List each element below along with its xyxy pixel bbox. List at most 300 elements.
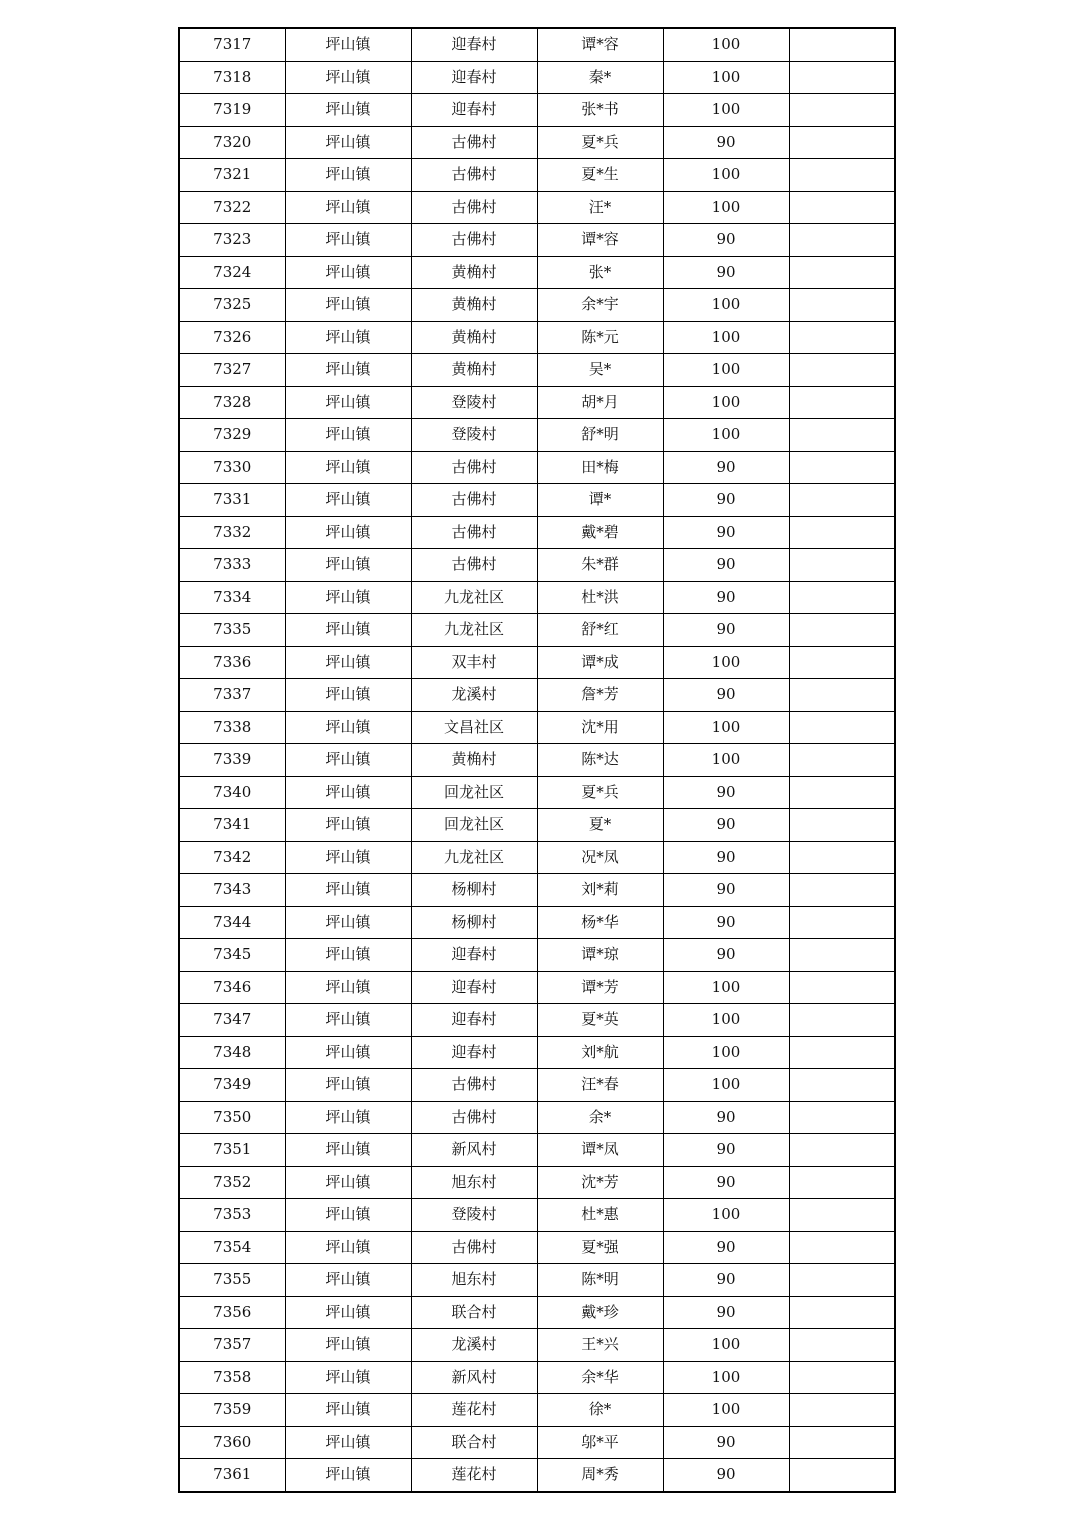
table-row [179,419,895,452]
village-cell: 文昌社区 [411,711,537,744]
table-row [179,28,895,61]
amount-cell: 100 [663,1069,789,1102]
amount-cell: 100 [663,1394,789,1427]
town-cell: 坪山镇 [285,1004,411,1037]
name-cell: 王*兴 [537,1329,663,1362]
note-cell [789,1361,895,1394]
town-cell: 坪山镇 [285,744,411,777]
amount-cell: 90 [663,126,789,159]
serial-number-cell: 7330 [179,451,285,484]
note-cell [789,1166,895,1199]
village-cell: 回龙社区 [411,809,537,842]
name-cell: 杜*洪 [537,581,663,614]
serial-number-cell: 7344 [179,906,285,939]
serial-number-cell: 7350 [179,1101,285,1134]
table-row [179,874,895,907]
name-cell: 舒*红 [537,614,663,647]
amount-cell: 100 [663,1036,789,1069]
amount-cell: 90 [663,581,789,614]
name-cell: 谭*容 [537,28,663,61]
town-cell: 坪山镇 [285,451,411,484]
name-cell: 余*宇 [537,289,663,322]
amount-cell: 100 [663,386,789,419]
serial-number-cell: 7355 [179,1264,285,1297]
amount-cell: 90 [663,1231,789,1264]
name-cell: 舒*明 [537,419,663,452]
serial-number-cell: 7333 [179,549,285,582]
table-row [179,354,895,387]
amount-cell: 90 [663,516,789,549]
table-row [179,614,895,647]
town-cell: 坪山镇 [285,354,411,387]
serial-number-cell: 7325 [179,289,285,322]
note-cell [789,419,895,452]
amount-cell: 90 [663,484,789,517]
village-cell: 新风村 [411,1134,537,1167]
note-cell [789,809,895,842]
village-cell: 登陵村 [411,1199,537,1232]
village-cell: 龙溪村 [411,679,537,712]
table-row [179,321,895,354]
name-cell: 戴*珍 [537,1296,663,1329]
note-cell [789,61,895,94]
name-cell: 张*书 [537,94,663,127]
name-cell: 汪*春 [537,1069,663,1102]
name-cell: 谭*容 [537,224,663,257]
name-cell: 周*秀 [537,1459,663,1492]
note-cell [789,321,895,354]
amount-cell: 90 [663,1101,789,1134]
serial-number-cell: 7319 [179,94,285,127]
town-cell: 坪山镇 [285,484,411,517]
serial-number-cell: 7356 [179,1296,285,1329]
note-cell [789,1036,895,1069]
roster-table-body [179,28,895,1492]
table-row [179,1296,895,1329]
amount-cell: 90 [663,1296,789,1329]
table-row [179,1459,895,1492]
serial-number-cell: 7339 [179,744,285,777]
name-cell: 沈*芳 [537,1166,663,1199]
table-row [179,289,895,322]
note-cell [789,256,895,289]
table-row [179,1394,895,1427]
table-row [179,159,895,192]
amount-cell: 100 [663,354,789,387]
village-cell: 古佛村 [411,159,537,192]
village-cell: 九龙社区 [411,614,537,647]
amount-cell: 90 [663,224,789,257]
amount-cell: 90 [663,1264,789,1297]
note-cell [789,159,895,192]
table-row [179,776,895,809]
village-cell: 古佛村 [411,191,537,224]
town-cell: 坪山镇 [285,126,411,159]
serial-number-cell: 7345 [179,939,285,972]
roster-table [178,27,896,1493]
village-cell: 古佛村 [411,224,537,257]
town-cell: 坪山镇 [285,1199,411,1232]
table-row [179,191,895,224]
amount-cell: 90 [663,874,789,907]
amount-cell: 100 [663,289,789,322]
amount-cell: 100 [663,419,789,452]
name-cell: 陈*达 [537,744,663,777]
town-cell: 坪山镇 [285,1296,411,1329]
note-cell [789,1199,895,1232]
note-cell [789,1101,895,1134]
table-row [179,1004,895,1037]
table-row [179,939,895,972]
table-row [179,711,895,744]
village-cell: 迎春村 [411,61,537,94]
serial-number-cell: 7348 [179,1036,285,1069]
serial-number-cell: 7340 [179,776,285,809]
name-cell: 谭*成 [537,646,663,679]
name-cell: 邬*平 [537,1426,663,1459]
name-cell: 余*华 [537,1361,663,1394]
table-row [179,809,895,842]
note-cell [789,1134,895,1167]
name-cell: 刘*航 [537,1036,663,1069]
note-cell [789,516,895,549]
village-cell: 古佛村 [411,1231,537,1264]
note-cell [789,1329,895,1362]
town-cell: 坪山镇 [285,419,411,452]
table-row [179,1231,895,1264]
table-row [179,1426,895,1459]
serial-number-cell: 7335 [179,614,285,647]
town-cell: 坪山镇 [285,94,411,127]
note-cell [789,1394,895,1427]
village-cell: 双丰村 [411,646,537,679]
village-cell: 登陵村 [411,419,537,452]
note-cell [789,451,895,484]
table-row [179,1264,895,1297]
village-cell: 登陵村 [411,386,537,419]
serial-number-cell: 7331 [179,484,285,517]
note-cell [789,1069,895,1102]
town-cell: 坪山镇 [285,321,411,354]
village-cell: 古佛村 [411,1069,537,1102]
village-cell: 联合村 [411,1296,537,1329]
note-cell [789,1231,895,1264]
name-cell: 朱*群 [537,549,663,582]
village-cell: 古佛村 [411,451,537,484]
town-cell: 坪山镇 [285,614,411,647]
serial-number-cell: 7346 [179,971,285,1004]
village-cell: 古佛村 [411,516,537,549]
serial-number-cell: 7352 [179,1166,285,1199]
name-cell: 夏*强 [537,1231,663,1264]
town-cell: 坪山镇 [285,1264,411,1297]
town-cell: 坪山镇 [285,1459,411,1492]
note-cell [789,1004,895,1037]
table-row [179,744,895,777]
serial-number-cell: 7337 [179,679,285,712]
table-row [179,1166,895,1199]
town-cell: 坪山镇 [285,549,411,582]
name-cell: 秦* [537,61,663,94]
town-cell: 坪山镇 [285,1361,411,1394]
village-cell: 黄桷村 [411,321,537,354]
table-row [179,549,895,582]
note-cell [789,581,895,614]
serial-number-cell: 7357 [179,1329,285,1362]
serial-number-cell: 7334 [179,581,285,614]
note-cell [789,841,895,874]
amount-cell: 100 [663,711,789,744]
town-cell: 坪山镇 [285,1394,411,1427]
town-cell: 坪山镇 [285,224,411,257]
note-cell [789,906,895,939]
amount-cell: 90 [663,939,789,972]
table-row [179,841,895,874]
town-cell: 坪山镇 [285,28,411,61]
name-cell: 陈*元 [537,321,663,354]
name-cell: 张* [537,256,663,289]
name-cell: 沈*用 [537,711,663,744]
note-cell [789,971,895,1004]
note-cell [789,549,895,582]
name-cell: 况*凤 [537,841,663,874]
note-cell [789,776,895,809]
name-cell: 夏*英 [537,1004,663,1037]
amount-cell: 100 [663,61,789,94]
town-cell: 坪山镇 [285,581,411,614]
town-cell: 坪山镇 [285,711,411,744]
note-cell [789,386,895,419]
town-cell: 坪山镇 [285,906,411,939]
serial-number-cell: 7360 [179,1426,285,1459]
name-cell: 汪* [537,191,663,224]
amount-cell: 90 [663,906,789,939]
serial-number-cell: 7320 [179,126,285,159]
table-row [179,971,895,1004]
serial-number-cell: 7328 [179,386,285,419]
table-row [179,581,895,614]
town-cell: 坪山镇 [285,1101,411,1134]
town-cell: 坪山镇 [285,1036,411,1069]
table-row [179,646,895,679]
name-cell: 杨*华 [537,906,663,939]
town-cell: 坪山镇 [285,1329,411,1362]
amount-cell: 90 [663,1166,789,1199]
amount-cell: 90 [663,256,789,289]
village-cell: 新风村 [411,1361,537,1394]
note-cell [789,744,895,777]
town-cell: 坪山镇 [285,191,411,224]
table-row [179,1036,895,1069]
table-row [179,1134,895,1167]
serial-number-cell: 7324 [179,256,285,289]
note-cell [789,126,895,159]
name-cell: 胡*月 [537,386,663,419]
village-cell: 旭东村 [411,1166,537,1199]
town-cell: 坪山镇 [285,874,411,907]
amount-cell: 90 [663,679,789,712]
amount-cell: 100 [663,1004,789,1037]
village-cell: 迎春村 [411,1004,537,1037]
note-cell [789,484,895,517]
town-cell: 坪山镇 [285,256,411,289]
town-cell: 坪山镇 [285,939,411,972]
village-cell: 迎春村 [411,939,537,972]
serial-number-cell: 7332 [179,516,285,549]
serial-number-cell: 7359 [179,1394,285,1427]
town-cell: 坪山镇 [285,1069,411,1102]
town-cell: 坪山镇 [285,841,411,874]
serial-number-cell: 7347 [179,1004,285,1037]
village-cell: 九龙社区 [411,841,537,874]
amount-cell: 100 [663,159,789,192]
amount-cell: 100 [663,191,789,224]
town-cell: 坪山镇 [285,61,411,94]
name-cell: 夏*兵 [537,126,663,159]
serial-number-cell: 7342 [179,841,285,874]
amount-cell: 90 [663,776,789,809]
table-row [179,1199,895,1232]
note-cell [789,939,895,972]
table-row [179,1329,895,1362]
note-cell [789,28,895,61]
note-cell [789,1459,895,1492]
serial-number-cell: 7322 [179,191,285,224]
serial-number-cell: 7317 [179,28,285,61]
serial-number-cell: 7353 [179,1199,285,1232]
serial-number-cell: 7341 [179,809,285,842]
amount-cell: 100 [663,744,789,777]
village-cell: 旭东村 [411,1264,537,1297]
town-cell: 坪山镇 [285,679,411,712]
amount-cell: 90 [663,549,789,582]
name-cell: 吴* [537,354,663,387]
table-row [179,224,895,257]
village-cell: 迎春村 [411,94,537,127]
serial-number-cell: 7321 [179,159,285,192]
note-cell [789,94,895,127]
village-cell: 黄桷村 [411,744,537,777]
name-cell: 田*梅 [537,451,663,484]
name-cell: 谭* [537,484,663,517]
serial-number-cell: 7349 [179,1069,285,1102]
note-cell [789,614,895,647]
note-cell [789,191,895,224]
name-cell: 杜*惠 [537,1199,663,1232]
name-cell: 谭*芳 [537,971,663,1004]
town-cell: 坪山镇 [285,516,411,549]
village-cell: 迎春村 [411,28,537,61]
serial-number-cell: 7327 [179,354,285,387]
amount-cell: 100 [663,1199,789,1232]
town-cell: 坪山镇 [285,646,411,679]
amount-cell: 90 [663,1426,789,1459]
note-cell [789,354,895,387]
table-row [179,256,895,289]
village-cell: 龙溪村 [411,1329,537,1362]
town-cell: 坪山镇 [285,809,411,842]
name-cell: 余* [537,1101,663,1134]
table-row [179,386,895,419]
town-cell: 坪山镇 [285,386,411,419]
note-cell [789,1296,895,1329]
serial-number-cell: 7354 [179,1231,285,1264]
amount-cell: 100 [663,321,789,354]
town-cell: 坪山镇 [285,1166,411,1199]
serial-number-cell: 7336 [179,646,285,679]
town-cell: 坪山镇 [285,1231,411,1264]
village-cell: 古佛村 [411,484,537,517]
name-cell: 谭*琼 [537,939,663,972]
town-cell: 坪山镇 [285,776,411,809]
serial-number-cell: 7329 [179,419,285,452]
table-row [179,1361,895,1394]
serial-number-cell: 7338 [179,711,285,744]
note-cell [789,874,895,907]
village-cell: 黄桷村 [411,289,537,322]
town-cell: 坪山镇 [285,289,411,322]
table-row [179,451,895,484]
serial-number-cell: 7358 [179,1361,285,1394]
amount-cell: 90 [663,451,789,484]
table-row [179,94,895,127]
note-cell [789,289,895,322]
serial-number-cell: 7351 [179,1134,285,1167]
village-cell: 回龙社区 [411,776,537,809]
village-cell: 莲花村 [411,1394,537,1427]
amount-cell: 100 [663,94,789,127]
table-row [179,1101,895,1134]
table-row [179,906,895,939]
town-cell: 坪山镇 [285,1134,411,1167]
village-cell: 黄桷村 [411,256,537,289]
village-cell: 迎春村 [411,971,537,1004]
name-cell: 刘*莉 [537,874,663,907]
serial-number-cell: 7318 [179,61,285,94]
note-cell [789,1426,895,1459]
table-row [179,484,895,517]
name-cell: 徐* [537,1394,663,1427]
amount-cell: 100 [663,28,789,61]
table-row [179,61,895,94]
table-row [179,679,895,712]
village-cell: 莲花村 [411,1459,537,1492]
name-cell: 夏*兵 [537,776,663,809]
town-cell: 坪山镇 [285,159,411,192]
amount-cell: 90 [663,841,789,874]
village-cell: 黄桷村 [411,354,537,387]
village-cell: 古佛村 [411,126,537,159]
table-row [179,126,895,159]
note-cell [789,1264,895,1297]
village-cell: 九龙社区 [411,581,537,614]
note-cell [789,224,895,257]
amount-cell: 100 [663,1361,789,1394]
serial-number-cell: 7361 [179,1459,285,1492]
village-cell: 联合村 [411,1426,537,1459]
note-cell [789,711,895,744]
roster-sheet [178,27,894,1493]
serial-number-cell: 7323 [179,224,285,257]
name-cell: 夏*生 [537,159,663,192]
village-cell: 古佛村 [411,549,537,582]
table-row [179,1069,895,1102]
village-cell: 古佛村 [411,1101,537,1134]
note-cell [789,679,895,712]
amount-cell: 90 [663,1459,789,1492]
amount-cell: 90 [663,1134,789,1167]
town-cell: 坪山镇 [285,971,411,1004]
